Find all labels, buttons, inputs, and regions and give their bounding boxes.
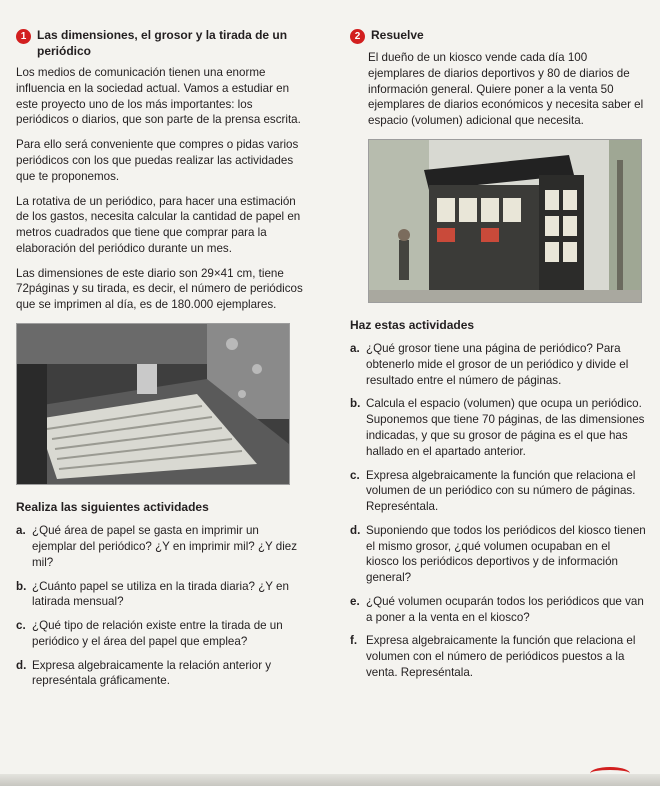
left-activity-d: [16, 658, 306, 690]
activity-label: a.: [16, 524, 26, 538]
activity-text: Calcula el espacio (volumen) que ocupa un periódico. Suponemos que tiene 70 páginas, de las dimensiones indicadas, y que su grosor de página es el que has hallado en el apartado anterior.: [366, 397, 645, 458]
section-1-title: Las dimensiones, el grosor y la tirada de un periódico: [37, 28, 288, 58]
right-activity-c: [350, 468, 646, 515]
activity-text: Expresa algebraicamente la función que relaciona el volumen con el número de periódicos puestos a la venta. Represéntala.: [366, 634, 636, 679]
section-1: [16, 28, 306, 697]
left-activity-c: [16, 618, 306, 650]
intro-paragraph-2: Para ello será conveniente que compres o pidas varios periódicos con los que puedas realizar las actividades que te proponemos.: [16, 138, 299, 183]
section-2: [350, 28, 646, 689]
intro-paragraph-4: Las dimensiones de este diario son 29×41 cm, tiene 72páginas y su tirada, es decir, el número de periódicos que se imprimen al día, es de 180.000 ejemplares.: [16, 266, 303, 312]
right-activity-e: [350, 594, 646, 626]
kiosk-paragraph: El dueño de un kiosco vende cada día 100 ejemplares de diarios deportivos y 80 de diarios de información general. Quiere poner a la venta 50 ejemplares de diarios económicos y necesita saber el espacio (volumen) adicional que necesita.: [368, 51, 644, 128]
left-activities-title: Realiza las siguientes actividades: [16, 499, 209, 514]
activity-label: b.: [16, 579, 27, 593]
section-2-title: Resuelve: [371, 28, 424, 42]
left-activity-a: [16, 523, 306, 570]
activity-label: f.: [350, 634, 358, 648]
activity-text: ¿Qué tipo de relación existe entre la tirada de un periódico y el área del papel que emplea?: [32, 619, 283, 648]
activity-text: ¿Qué volumen ocuparán todos los periódicos que van a poner a la venta en el kiosco?: [366, 594, 644, 624]
right-activity-f: [350, 633, 646, 680]
intro-paragraph-1: Los medios de comunicación tienen una enorme influencia en la sociedad actual. Vamos a estudiar en este proyecto uno de los más importantes: los periódicos o diarios, que son parte de la prensa escrita.: [16, 66, 301, 127]
activity-label: e.: [350, 594, 360, 608]
section-1-header: [16, 28, 306, 59]
activity-label: a.: [350, 342, 360, 356]
activity-text: Suponiendo que todos los periódicos del kiosco tienen el mismo grosor, ¿qué volumen ocupaban en el kiosco los periódicos deportivos y de información general?: [366, 523, 646, 585]
left-activity-b: [16, 579, 306, 611]
printing-press-photo: [16, 323, 290, 485]
activity-text: Expresa algebraicamente la función que relaciona el volumen de un periódico con su número de páginas. Represéntala.: [366, 468, 636, 514]
activity-label: c.: [350, 468, 360, 482]
activity-text: ¿Cuánto papel se utiliza en la tirada diaria? ¿Y en latirada mensual?: [32, 579, 289, 609]
kiosk-illustration: [369, 140, 641, 302]
activity-label: d.: [350, 523, 361, 537]
activity-label: d.: [16, 658, 27, 672]
activity-text: Expresa algebraicamente la relación anterior y represéntala gráficamente.: [32, 658, 272, 688]
right-activity-a: [350, 341, 646, 388]
intro-paragraph-3: La rotativa de un periódico, para hacer una estimación de los gastos, necesita calcular la cantidad de papel en metros cuadrados que tiene que comprar para la elaboración del periódico durante un mes.: [16, 194, 301, 255]
right-activity-b: [350, 396, 646, 459]
newspaper-kiosk-photo: [368, 139, 642, 303]
page-bottom-strip: [0, 774, 660, 786]
activity-text: ¿Qué área de papel se gasta en imprimir un ejemplar del periódico? ¿Y en imprimir mil? ¿Y diez mil?: [32, 524, 298, 569]
activity-label: c.: [16, 619, 26, 633]
activity-text: ¿Qué grosor tiene una página de periódico? Para obtenerlo mide el grosor de un periódico y divide el resultado entre el número de páginas.: [366, 342, 629, 387]
activity-label: b.: [350, 397, 361, 411]
right-activity-d: [350, 523, 646, 586]
section-number-badge-1: 1: [16, 29, 31, 44]
corner-arc-decoration: [590, 767, 630, 780]
right-activities-title: Haz estas actividades: [350, 317, 475, 332]
section-2-header: [350, 28, 646, 44]
printing-press-illustration: [17, 324, 289, 484]
section-number-badge-2: 2: [350, 29, 365, 44]
